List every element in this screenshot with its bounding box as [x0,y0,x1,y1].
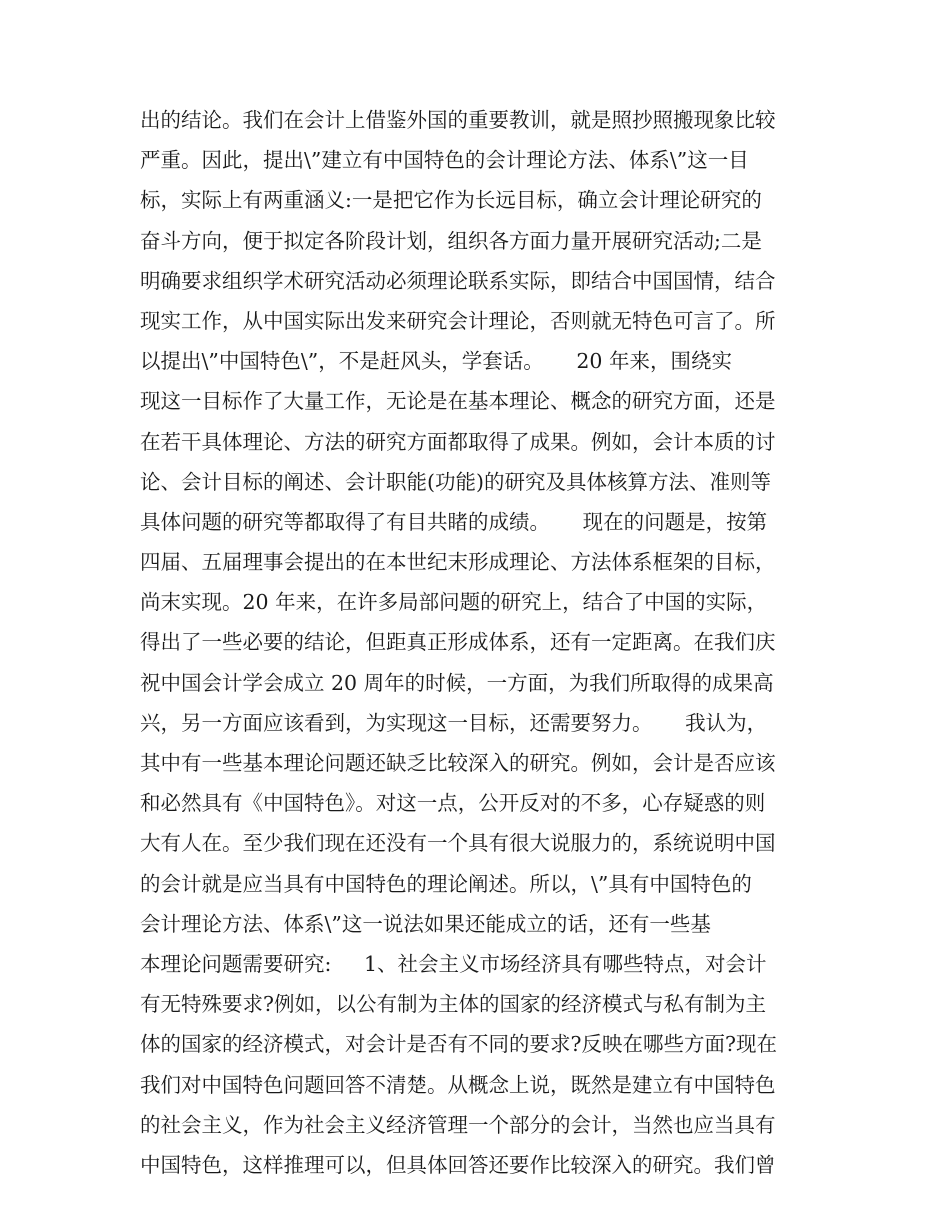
text-line: 的会计就是应当具有中国特色的理论阐述。所以，\”具有中国特色的 [140,871,752,896]
text-line: 大有人在。至少我们现在还没有一个具有很大说服力的，系统说明中国 [140,831,776,856]
text-line: 中国特色，这样推理可以，但具体回答还要作比较深入的研究。我们曾 [140,1152,776,1177]
text-line: 尚末实现。20 年来，在许多局部问题的研究上，结合了中国的实际， [140,590,768,615]
text-line: 严重。因此，提出\”建立有中国特色的会计理论方法、体系\”这一目 [140,148,749,173]
text-line: 标，实际上有两重涵义:一是把它作为长远目标，确立会计理论研究的 [140,188,762,213]
text-line: 以提出\”中国特色\”，不是赶风头，学套话。 20 年来，围绕实 [140,349,732,374]
text-line: 有无特殊要求?例如，以公有制为主体的国家的经济模式与私有制为主 [140,992,766,1017]
text-line: 具体问题的研究等都取得了有目共睹的成绩。 现在的问题是，按第 [140,509,768,534]
text-line: 论、会计目标的阐述、会计职能(功能)的研究及具体核算方法、准则等 [140,469,771,494]
text-line: 得出了一些必要的结论，但距真正形成体系，还有一定距离。在我们庆 [140,630,776,655]
text-line: 在若干具体理论、方法的研究方面都取得了成果。例如，会计本质的讨 [140,429,776,454]
text-line: 明确要求组织学术研究活动必须理论联系实际，即结合中国国情，结合 [140,268,776,293]
text-line: 我们对中国特色问题回答不清楚。从概念上说，既然是建立有中国特色 [140,1072,776,1097]
text-line: 出的结论。我们在会计上借鉴外国的重要教训，就是照抄照搬现象比较 [140,108,776,132]
text-line: 的社会主义，作为社会主义经济管理一个部分的会计，当然也应当具有 [140,1112,776,1137]
text-line: 会计理论方法、体系\”这一说法如果还能成立的话，还有一些基 [140,911,711,936]
text-line: 兴，另一方面应该看到，为实现这一目标，还需要努力。 我认为， [140,710,768,735]
text-line: 体的国家的经济模式，对会计是否有不同的要求?反映在哪些方面?现在 [140,1032,777,1057]
text-line: 本理论问题需要研究: 1、社会主义市场经济具有哪些特点，对会计 [140,951,767,976]
text-line: 现这一目标作了大量工作，无论是在基本理论、概念的研究方面，还是 [140,389,776,414]
text-line: 祝中国会计学会成立 20 周年的时候，一方面，为我们所取得的成果高 [140,670,774,695]
body-text [140,100,820,1185]
text-line: 四届、五届理事会提出的在本世纪末形成理论、方法体系框架的目标， [140,550,776,575]
text-line: 现实工作，从中国实际出发来研究会计理论，否则就无特色可言了。所 [140,308,776,333]
text-line: 其中有一些基本理论问题还缺乏比较深入的研究。例如，会计是否应该 [140,751,776,775]
text-line: 和必然具有《中国特色》。对这一点，公开反对的不多，心存疑惑的则 [140,791,766,816]
text-line: 奋斗方向，便于拟定各阶段计划，组织各方面力量开展研究活动;二是 [140,228,762,253]
